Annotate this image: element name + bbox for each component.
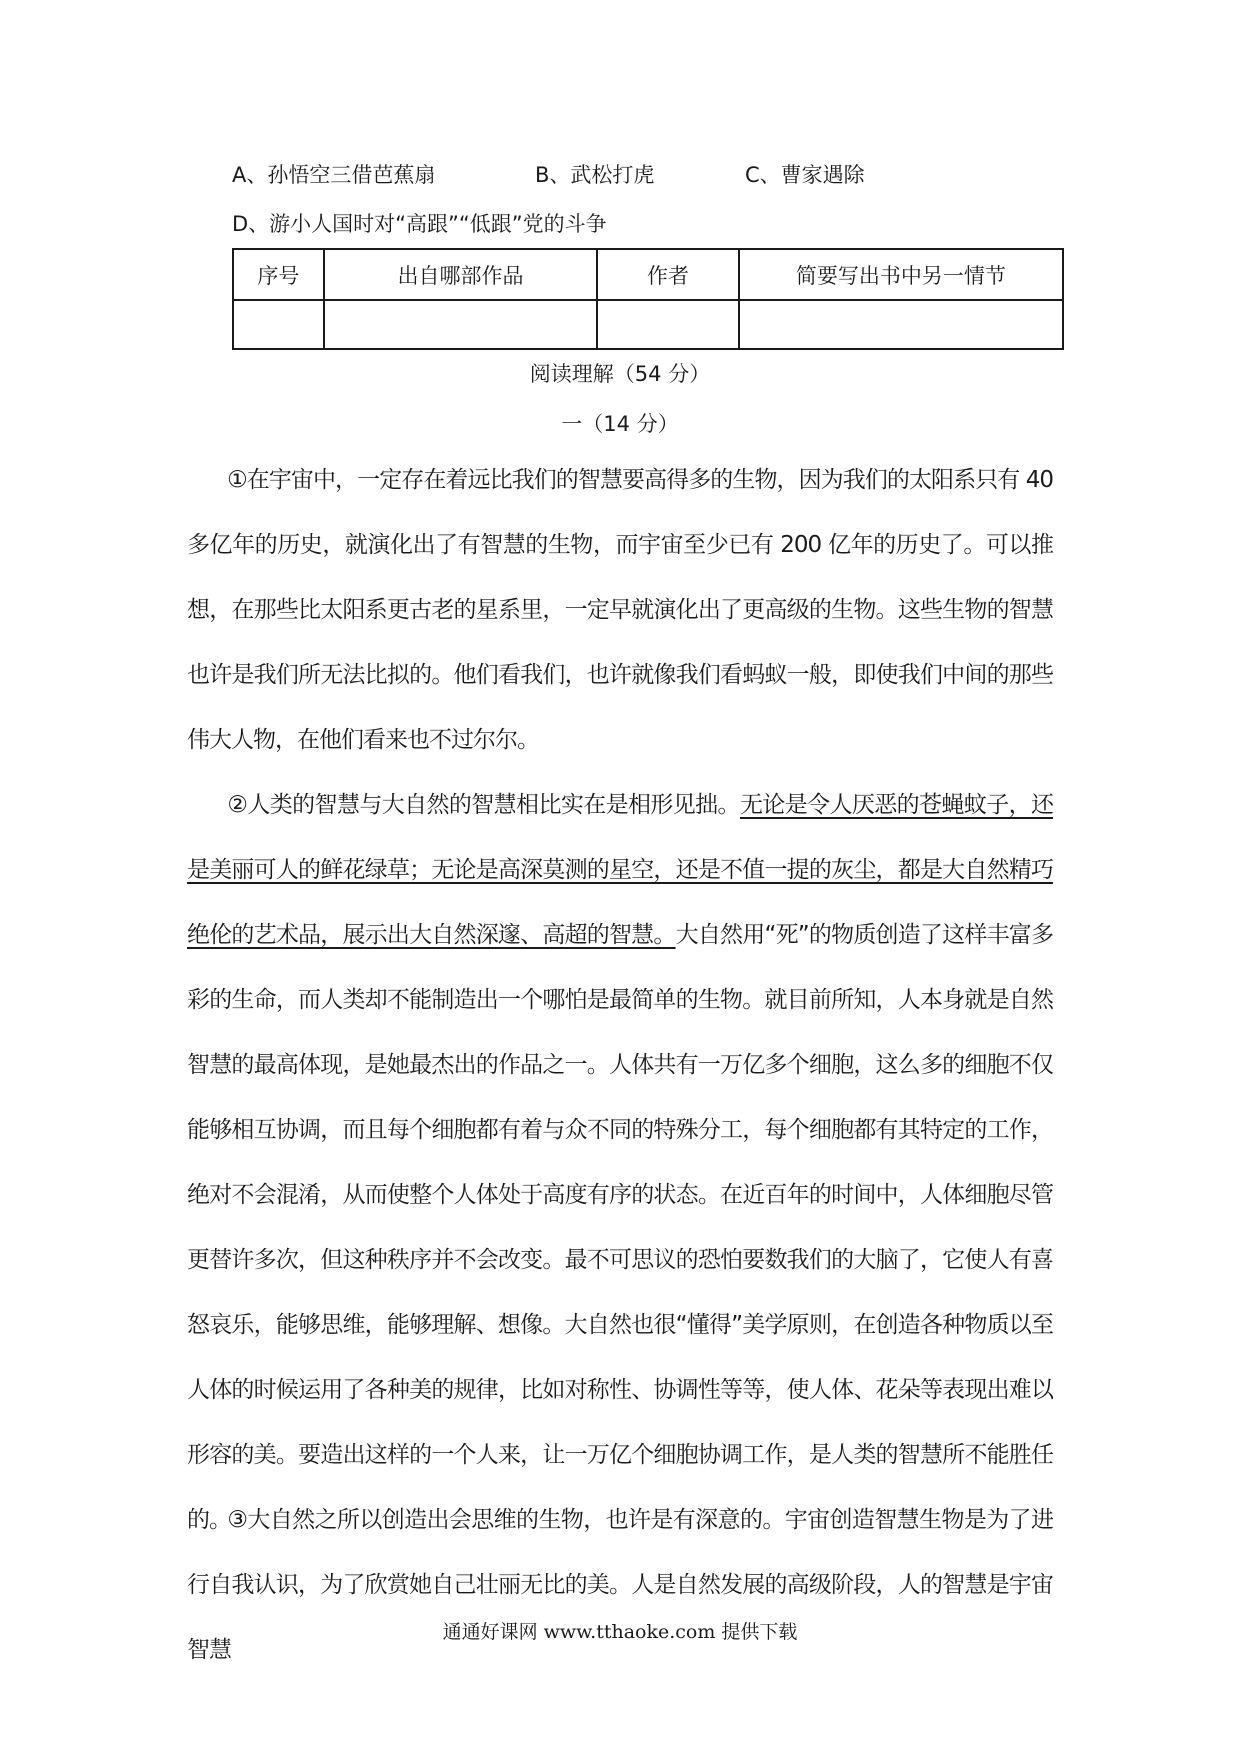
table-cell [597,300,739,349]
paragraph-2 [187,773,1053,1553]
paragraph-1 [187,448,1053,773]
option-d: D、游小人国时对“高跟”“低跟”党的斗争 [232,212,607,236]
table-row [233,300,1063,349]
underlined-sentence: 无论是令人厌恶的苍蝇蚊子，还是美丽可人的鲜花绿草；无论是高深莫测的星空，还是不值一提的灰尘，都是大自然精巧绝伦的艺术品，展示出大自然深邃、高超的智慧。 [187,792,1054,948]
answer-table [232,248,1064,350]
sub-title: 一（14 分） [561,412,679,436]
table-header-cell: 简要写出书中另一情节 [739,249,1063,300]
paragraph-3-text: ③大自然之所以创造出会思维的生物，也许是有深意的。宇宙创造智慧生物是为了进行自我认识，为了欣赏她自己壮丽无比的美。人是自然发展的高级阶段，人的智慧是宇宙智慧 [187,1507,1053,1663]
option-a: A、孙悟空三借芭蕉扇 [232,163,436,187]
page-footer: 通通好课网 www.tthaoke.com 提供下载 [442,1621,798,1643]
paragraph-2-start: ②人类的智慧与大自然的智慧相比实在是相形见拙。 [227,792,740,818]
table-header-cell: 序号 [233,249,324,300]
paragraph-2-rest: 大自然用“死”的物质创造了这样丰富多彩的生命，而人类却不能制造出一个哪怕是最简单的生物。就目前所知，人本身就是自然智慧的最高体现，是她最杰出的作品之一。人体共有一万亿多个细胞，这么多的细胞不仅能够相互协调，而且每个细胞都有着与众不同的特殊分工，每个细胞都有其特定的工作，绝对不会混淆，从而使整个人体处于高度有序的状态。在近百年的时间中，人体细胞尽管更替许多次，但这种秩序并不会改变。最不可思议的恐怕要数我们的大脑了，它使人有喜怒哀乐，能够思维，能够理解、想像。大自然也很“懂得”美学原则，在创造各种物质以至人体的时候运用了各种美的规律，比如对称性、协调性等等，使人体、花朵等表现出难以形容的美。要造出这样的一个人来，让一万亿个细胞协调工作，是人类的智慧所不能胜任的。 [187,922,1053,1533]
section-title: 阅读理解（54 分） [529,362,711,386]
table-header-cell: 作者 [597,249,739,300]
table-cell [233,300,324,349]
option-b: B、武松打虎 [535,163,655,187]
option-c: C、曹家遇除 [745,163,865,187]
table-header-row [233,249,1063,300]
paragraph-1-text: ①在宇宙中，一定存在着远比我们的智慧要高得多的生物，因为我们的太阳系只有 40 多亿年的历史，就演化出了有智慧的生物，而宇宙至少已有 200 亿年的历史了。可以推想，在那些比太阳系更古老的星系里，一定早就演化出了更高级的生物。这些生物的智慧也许是我们所无法比拟的。他们看我们，也许就像我们看蚂蚁一般，即使我们中间的那些伟大人物，在他们看来也不过尔尔。 [187,467,1053,753]
table-header-cell: 出自哪部作品 [324,249,597,300]
paragraph-3 [187,1488,1053,1683]
table-cell [739,300,1063,349]
table-cell [324,300,597,349]
